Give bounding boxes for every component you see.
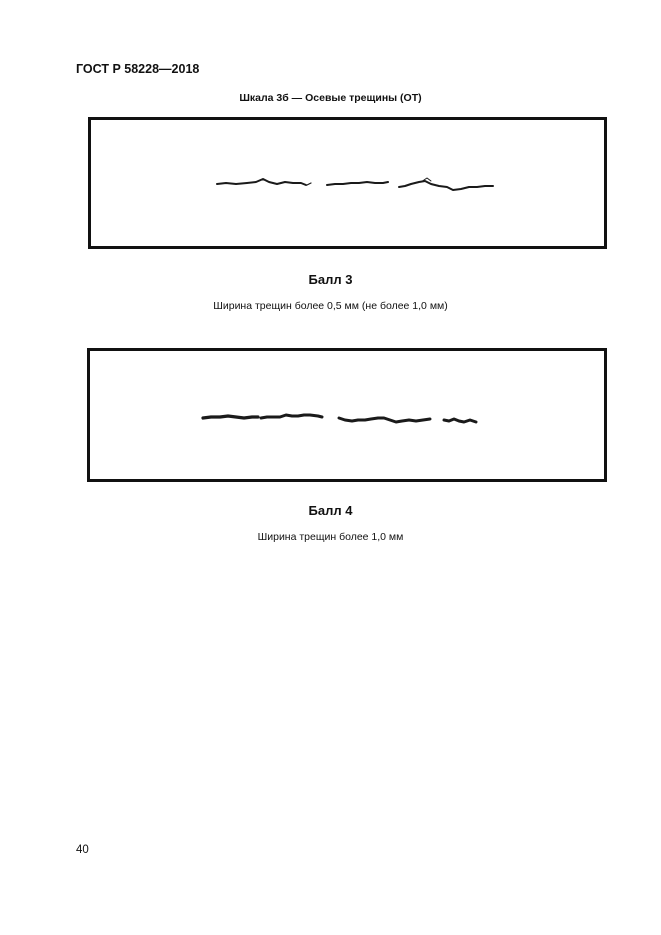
crack-drawing-score-4 [90, 351, 604, 479]
score-3-description: Ширина трещин более 0,5 мм (не более 1,0 мм) [213, 300, 448, 312]
scale-title: Шкала 3б — Осевые трещины (ОТ) [239, 92, 422, 104]
crack-image-score-3 [88, 117, 607, 249]
score-3-label: Балл 3 [308, 272, 353, 287]
score-4-label: Балл 4 [308, 503, 353, 518]
crack-image-score-4 [87, 348, 607, 482]
crack-drawing-score-3 [91, 120, 604, 246]
document-header: ГОСТ Р 58228—2018 [76, 62, 200, 76]
page-number: 40 [76, 844, 89, 856]
score-4-description: Ширина трещин более 1,0 мм [257, 531, 404, 543]
